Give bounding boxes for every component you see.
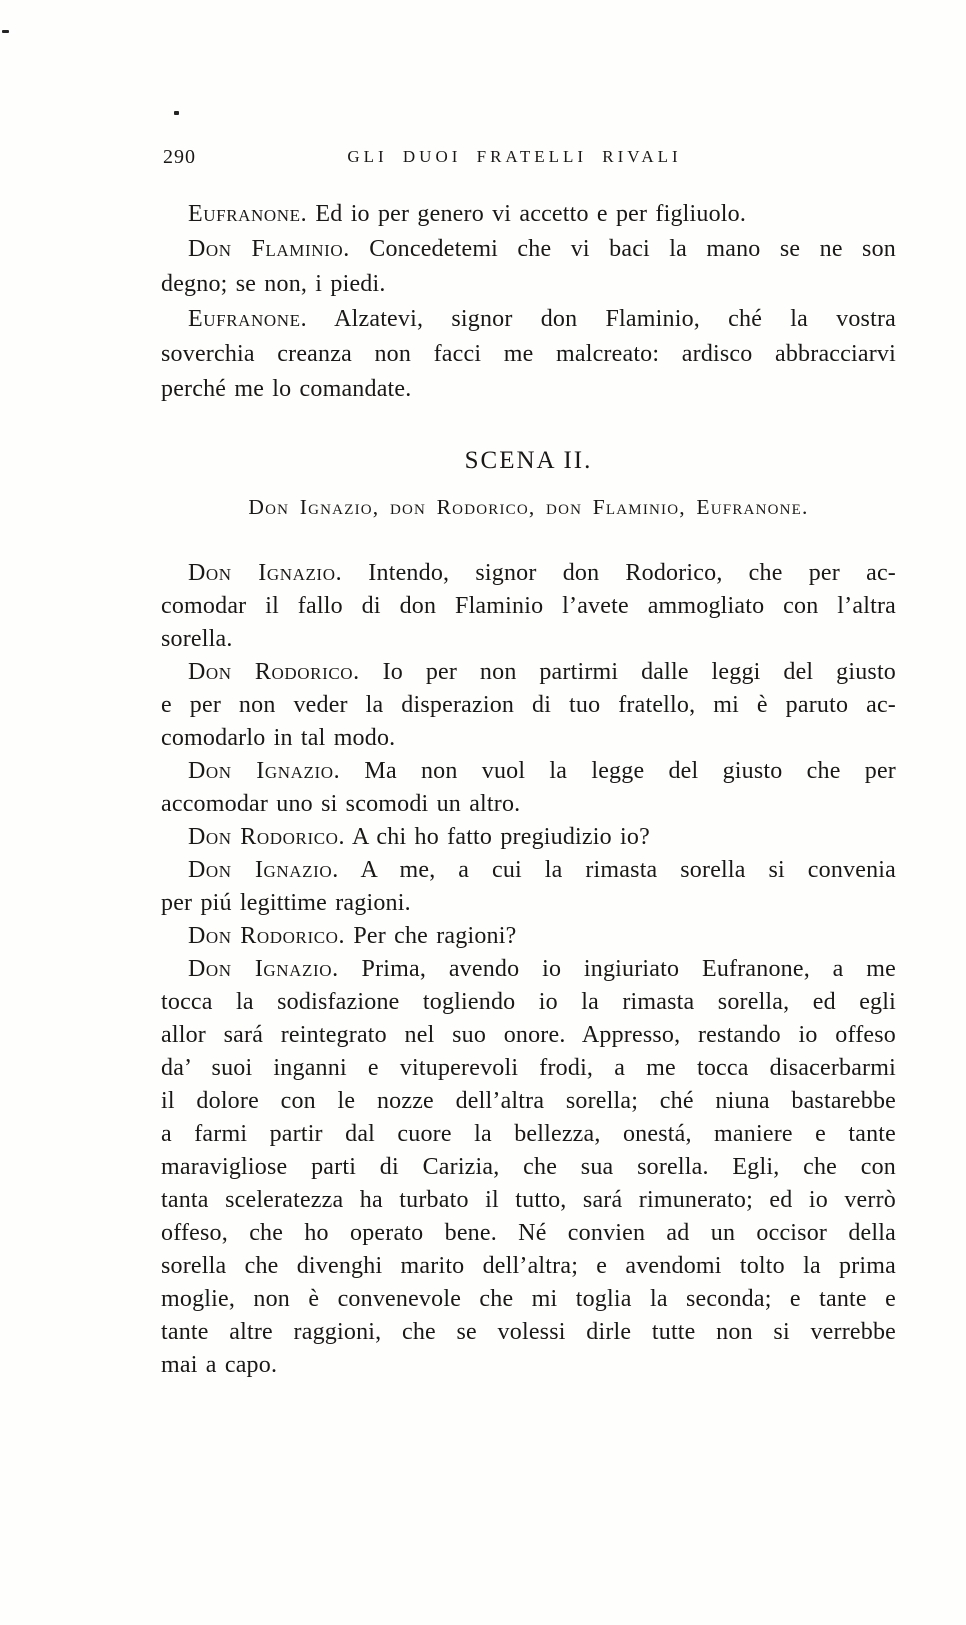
- text-line: Don Rodorico. A chi ho fatto pregiudizio io?: [188, 824, 650, 850]
- text-line: Don Ignazio. Ma non vuol la legge del giusto che per: [188, 758, 896, 784]
- page-number: 290: [163, 146, 196, 168]
- text-line: per piú legittime ragioni.: [161, 890, 411, 916]
- text-line: comodar il fallo di don Flaminio l’avete ammogliato con l’altra: [161, 593, 896, 619]
- text-line: tocca la sodisfazione togliendo io la rimasta sorella, ed egli: [161, 989, 896, 1015]
- dialogue-paragraph: [161, 821, 896, 854]
- text-line: il dolore con le nozze dell’altra sorella; ché niuna bastarebbe: [161, 1088, 896, 1114]
- text-line: tanta sceleratezza ha turbato il tutto, sará rimunerato; ed io verrò: [161, 1187, 896, 1213]
- scene-heading: SCENA II.: [464, 447, 593, 474]
- dialogue-paragraph: [161, 197, 896, 232]
- text-line: Don Flaminio. Concedetemi che vi baci la mano se ne son: [188, 236, 896, 262]
- text-line: soverchia creanza non facci me malcreato: ardisco abbracciarvi: [161, 341, 896, 367]
- speaker-name: Don Rodorico.: [188, 923, 346, 949]
- dialogue-paragraph: [161, 854, 896, 920]
- text-line: tante altre raggioni, che se volessi dirle tutte non si verrebbe: [161, 1319, 896, 1345]
- speaker-name: Don Rodorico.: [188, 659, 360, 685]
- text-line: accomodar uno si scomodi un altro.: [161, 791, 521, 817]
- scene-cast-list: Don Ignazio, don Rodorico, don Flaminio, Eufranone.: [248, 495, 809, 519]
- speaker-name: Don Rodorico.: [188, 824, 346, 850]
- speaker-name: Don Ignazio.: [188, 857, 339, 883]
- speaker-name: Don Flaminio.: [188, 236, 350, 262]
- text-line: Don Ignazio. Prima, avendo io ingiuriato Eufranone, a me: [188, 956, 897, 982]
- text-line: Eufranone. Alzatevi, signor don Flaminio, ché la vostra: [188, 306, 896, 332]
- scan-speck: [174, 111, 179, 115]
- dialogue-paragraph: [161, 557, 896, 656]
- speaker-name: Don Ignazio.: [188, 956, 339, 982]
- text-line: Don Ignazio. A me, a cui la rimasta sorella si convenia: [188, 857, 896, 883]
- text-line: degno; se non, i piedi.: [161, 271, 386, 297]
- speaker-name: Eufranone.: [188, 306, 308, 332]
- text-line: a farmi partir dal cuore la bellezza, onestá, maniere e tante: [161, 1121, 896, 1147]
- dialogue-block-scene: [161, 557, 896, 1382]
- running-title: GLI DUOI FRATELLI RIVALI: [347, 147, 682, 166]
- text-line: Don Rodorico. Io per non partirmi dalle leggi del giusto: [188, 659, 897, 685]
- text-line: Eufranone. Ed io per genero vi accetto e per figliuolo.: [188, 201, 747, 227]
- text-line: offeso, che ho operato bene. Né convien ad un occisor della: [161, 1220, 896, 1246]
- speaker-name: Don Ignazio.: [188, 758, 341, 784]
- text-line: e per non veder la disperazion di tuo fratello, mi è paruto ac-: [161, 692, 896, 718]
- dialogue-paragraph: [161, 232, 896, 302]
- scan-speck: [2, 30, 9, 33]
- text-line: maravigliose parti di Carizia, che sua sorella. Egli, che con: [161, 1154, 896, 1180]
- text-line: Don Rodorico. Per che ragioni?: [188, 923, 517, 949]
- text-line: sorella.: [161, 626, 233, 652]
- text-line: allor sará reintegrato nel suo onore. Appresso, restando io offeso: [161, 1022, 896, 1048]
- running-header: [161, 147, 896, 169]
- dialogue-paragraph: [161, 953, 896, 1382]
- text-line: mai a capo.: [161, 1352, 278, 1378]
- text-line: da’ suoi inganni e vituperevoli frodi, a me tocca disacerbarmi: [161, 1055, 896, 1081]
- dialogue-paragraph: [161, 302, 896, 407]
- text-line: perché me lo comandate.: [161, 376, 412, 402]
- text-line: comodarlo in tal modo.: [161, 725, 396, 751]
- text-line: moglie, non è convenevole che mi toglia la seconda; e tante e: [161, 1286, 896, 1312]
- dialogue-paragraph: [161, 755, 896, 821]
- text-line: sorella che divenghi marito dell’altra; e avendomi tolto la prima: [161, 1253, 896, 1279]
- dialogue-paragraph: [161, 920, 896, 953]
- speaker-name: Eufranone.: [188, 201, 308, 227]
- dialogue-block-top: [161, 197, 896, 407]
- dialogue-paragraph: [161, 656, 896, 755]
- speaker-name: Don Ignazio.: [188, 560, 343, 586]
- text-line: Don Ignazio. Intendo, signor don Rodorico, che per ac-: [188, 560, 896, 586]
